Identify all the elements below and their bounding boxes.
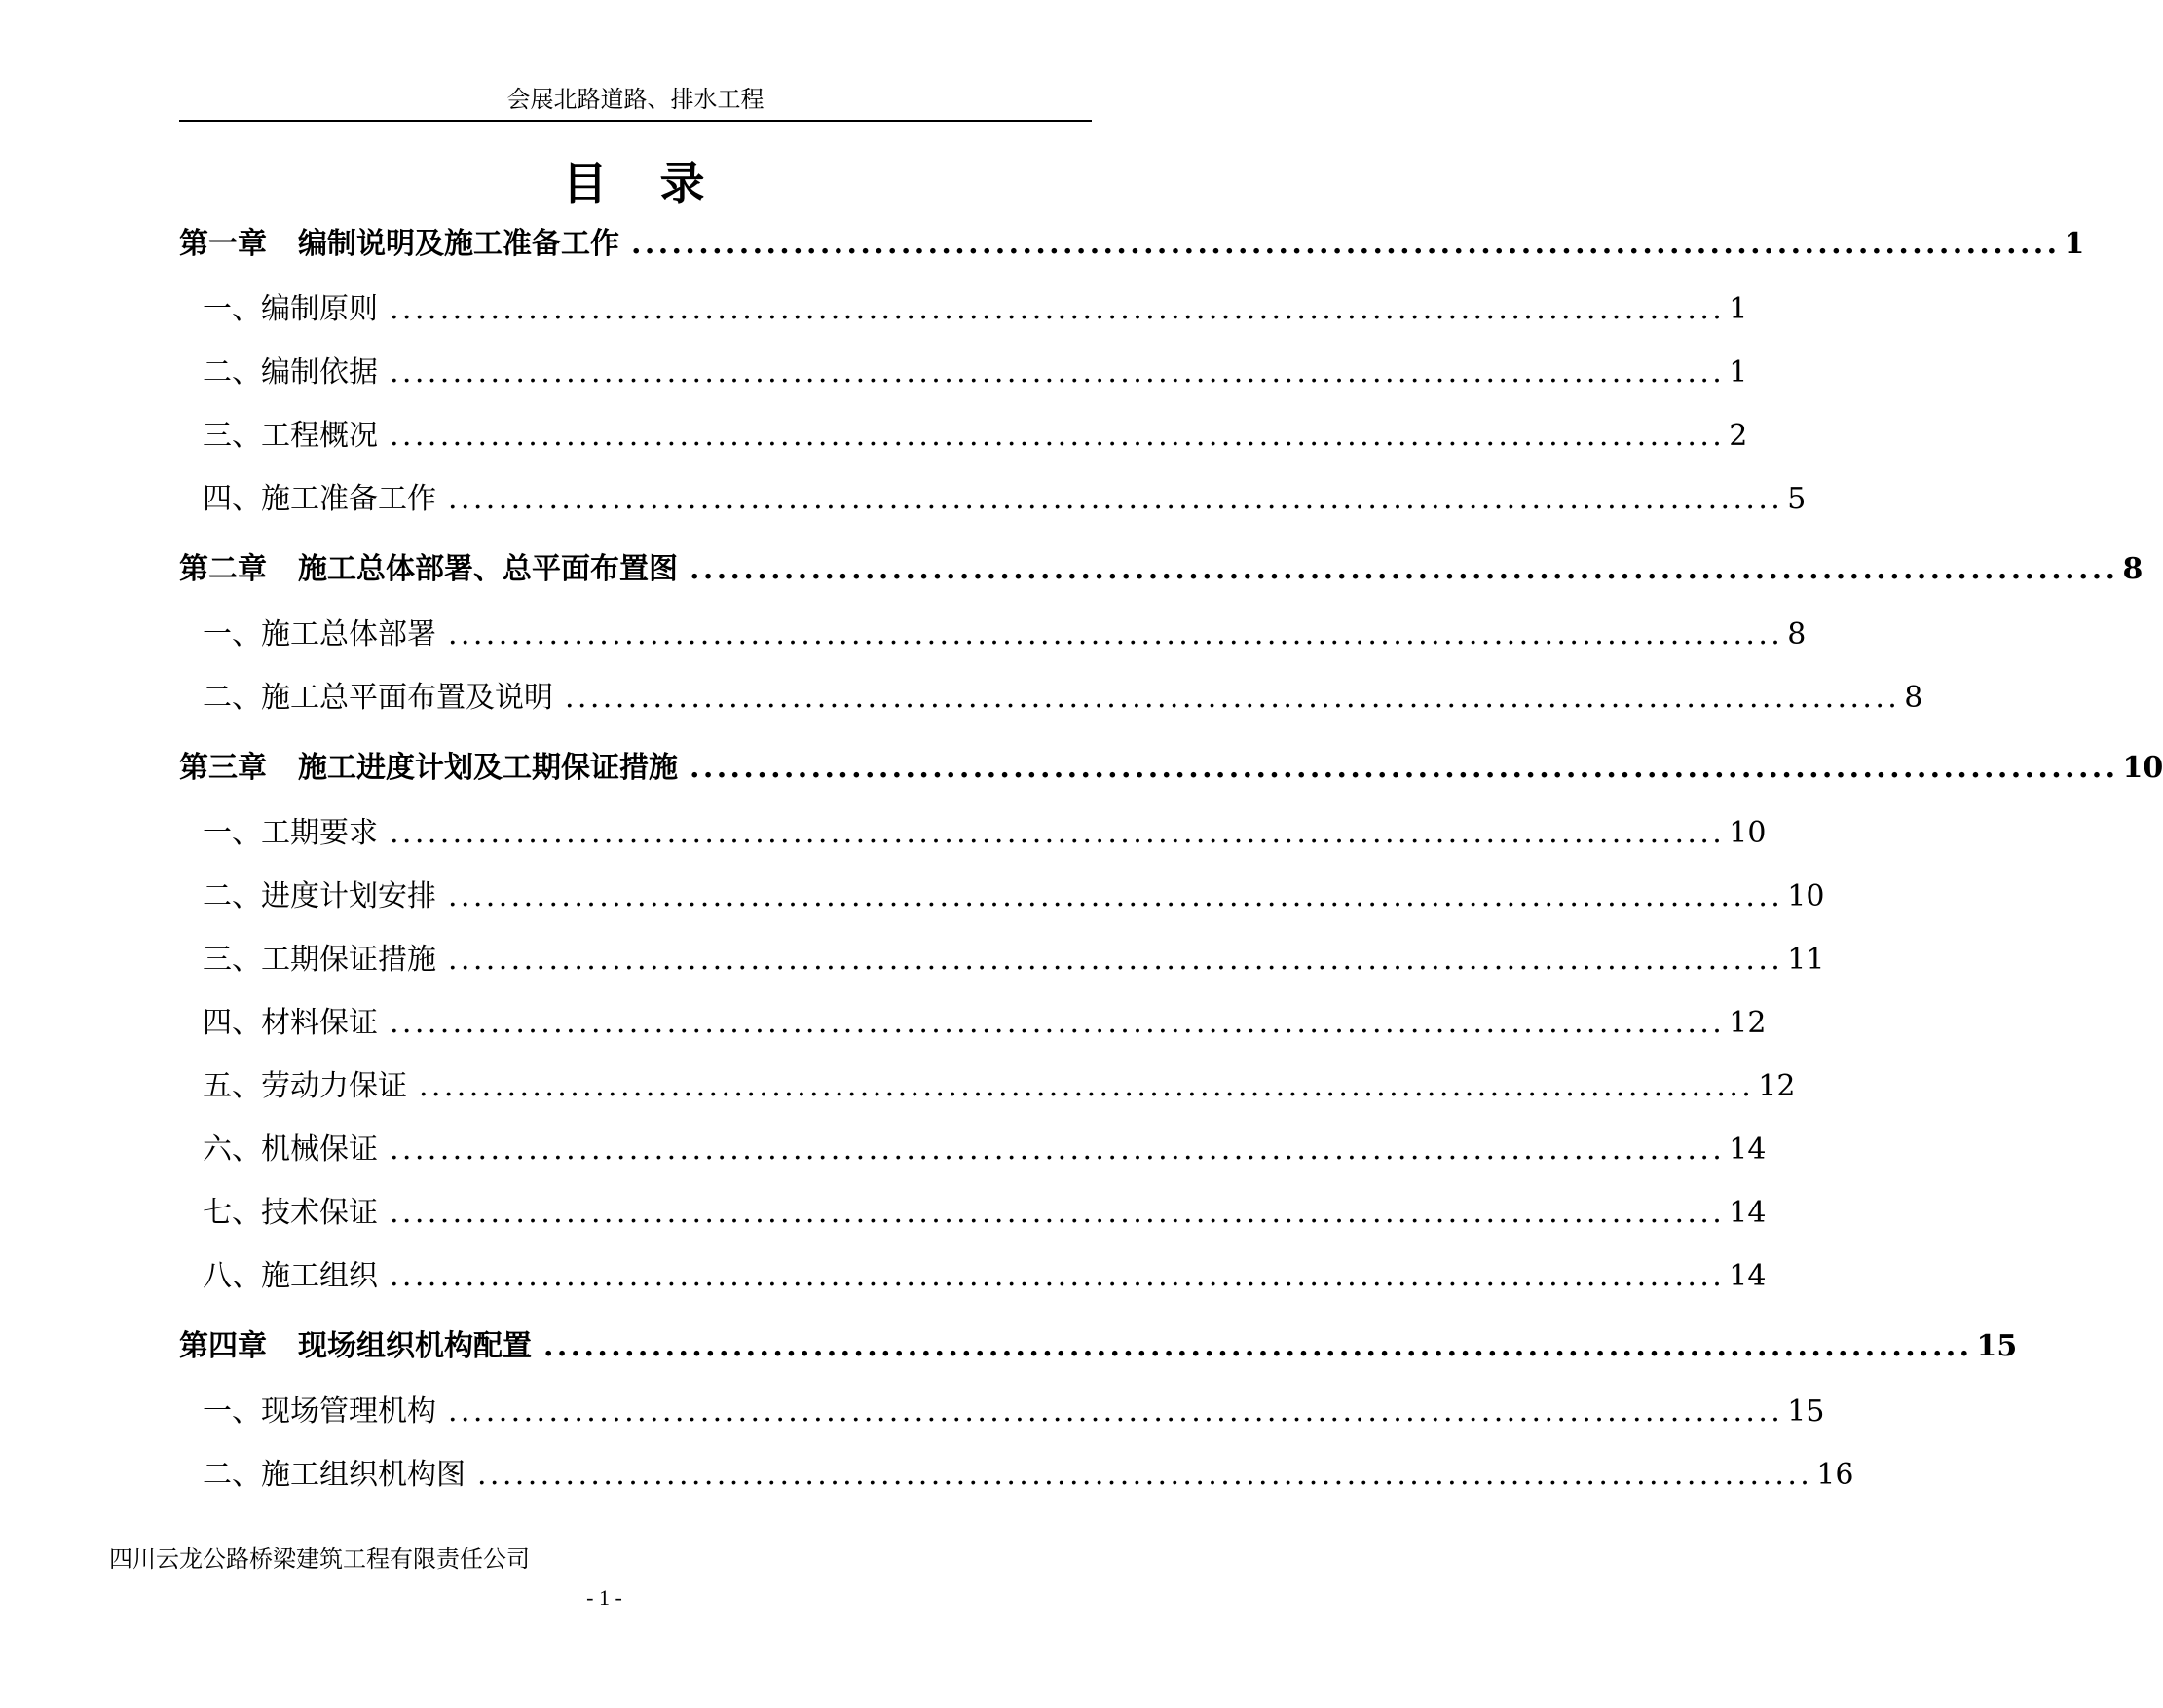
toc-entry-label: 二、编制依据 bbox=[203, 355, 378, 390]
footer-company-name: 四川云龙公路桥梁建筑工程有限责任公司 bbox=[109, 1545, 530, 1573]
toc-entry-label: 二、施工总平面布置及说明 bbox=[203, 681, 553, 715]
toc-page-number: 12 bbox=[1758, 1069, 1796, 1103]
toc-entry-label: 七、技术保证 bbox=[203, 1196, 378, 1230]
toc-entry-section[interactable] bbox=[179, 276, 1748, 339]
toc-entry-label: 现场组织机构配置 bbox=[298, 1329, 532, 1363]
toc-dot-leader: .......................................................................................................... bbox=[477, 1458, 1813, 1492]
toc-entry-section[interactable] bbox=[179, 1179, 1767, 1243]
toc-entry-label: 八、施工组织 bbox=[203, 1259, 378, 1293]
toc-dot-leader: .......................................................................................................... bbox=[390, 419, 1726, 453]
toc-entry-section[interactable] bbox=[179, 926, 1825, 989]
toc-page-number: 10 bbox=[1729, 816, 1767, 850]
toc-dot-leader: .......................................................................................................... bbox=[390, 292, 1726, 326]
toc-dot-leader: .......................................................................................................... bbox=[419, 1069, 1755, 1103]
toc-entry-chapter-2[interactable] bbox=[179, 529, 2144, 601]
toc-page-number: 10 bbox=[2122, 751, 2163, 785]
toc-entry-chapter-1[interactable] bbox=[179, 221, 2085, 276]
toc-entry-section[interactable] bbox=[179, 1243, 1767, 1306]
toc-list bbox=[179, 221, 2163, 1504]
toc-page-number: 14 bbox=[1729, 1132, 1767, 1167]
toc-page-number: 10 bbox=[1787, 879, 1825, 913]
toc-page-number: 1 bbox=[1729, 355, 1748, 390]
toc-page-number: 8 bbox=[1787, 617, 1807, 651]
toc-entry-label: 二、进度计划安排 bbox=[203, 879, 436, 913]
toc-entry-section[interactable] bbox=[179, 465, 1807, 529]
toc-entry-chapter-3[interactable] bbox=[179, 727, 2163, 799]
toc-entry-label: 四、材料保证 bbox=[203, 1006, 378, 1040]
toc-entry-label: 五、劳动力保证 bbox=[203, 1069, 407, 1103]
toc-title: 目 录 bbox=[562, 157, 709, 209]
toc-entry-section[interactable] bbox=[179, 339, 1748, 402]
toc-dot-leader: .......................................................................................................... bbox=[690, 552, 2119, 586]
toc-entry-section[interactable] bbox=[179, 402, 1748, 465]
toc-entry-section[interactable] bbox=[179, 1441, 1854, 1504]
toc-dot-leader: .......................................................................................................... bbox=[448, 879, 1784, 913]
toc-page-number: 12 bbox=[1729, 1006, 1767, 1040]
toc-dot-leader: .......................................................................................................... bbox=[448, 617, 1784, 651]
toc-entry-section[interactable] bbox=[179, 1378, 1825, 1441]
toc-page-number: 8 bbox=[1904, 681, 1923, 715]
toc-chapter-number: 第二章 bbox=[179, 552, 267, 586]
toc-page-number: 1 bbox=[1729, 292, 1748, 326]
toc-dot-leader: .......................................................................................................... bbox=[448, 943, 1784, 977]
toc-chapter-number: 第三章 bbox=[179, 751, 267, 785]
toc-entry-label: 施工总体部署、总平面布置图 bbox=[298, 552, 678, 586]
running-header: 会展北路道路、排水工程 bbox=[506, 86, 765, 113]
toc-page-number: 8 bbox=[2122, 552, 2144, 586]
toc-page-number: 14 bbox=[1729, 1259, 1767, 1293]
toc-entry-section[interactable] bbox=[179, 1116, 1767, 1179]
toc-dot-leader: .......................................................................................................... bbox=[390, 1132, 1726, 1167]
toc-dot-leader: .......................................................................................................... bbox=[631, 227, 2061, 261]
footer-page-number: - 1 - bbox=[586, 1585, 622, 1610]
toc-entry-label: 三、工程概况 bbox=[203, 419, 378, 453]
toc-page-number: 15 bbox=[1976, 1329, 2018, 1363]
toc-dot-leader: .......................................................................................................... bbox=[448, 482, 1784, 516]
toc-dot-leader: .......................................................................................................... bbox=[390, 1259, 1726, 1293]
toc-chapter-number: 第四章 bbox=[179, 1329, 267, 1363]
toc-entry-section[interactable] bbox=[179, 863, 1825, 926]
toc-dot-leader: .......................................................................................................... bbox=[543, 1329, 1973, 1363]
toc-page-number: 11 bbox=[1787, 943, 1825, 977]
toc-page-number: 15 bbox=[1787, 1394, 1825, 1429]
toc-entry-section[interactable] bbox=[179, 989, 1767, 1053]
toc-entry-section[interactable] bbox=[179, 664, 1923, 727]
toc-entry-section[interactable] bbox=[179, 799, 1767, 863]
toc-entry-label: 六、机械保证 bbox=[203, 1132, 378, 1167]
toc-dot-leader: .......................................................................................................... bbox=[390, 816, 1726, 850]
toc-dot-leader: .......................................................................................................... bbox=[690, 751, 2119, 785]
toc-dot-leader: .......................................................................................................... bbox=[390, 1006, 1726, 1040]
toc-dot-leader: .......................................................................................................... bbox=[448, 1394, 1784, 1429]
toc-page-number: 2 bbox=[1729, 419, 1748, 453]
toc-page-number: 16 bbox=[1816, 1458, 1854, 1492]
toc-dot-leader: .......................................................................................................... bbox=[390, 1196, 1726, 1230]
toc-entry-section[interactable] bbox=[179, 1053, 1796, 1116]
toc-entry-label: 二、施工组织机构图 bbox=[203, 1458, 466, 1492]
toc-entry-label: 一、工期要求 bbox=[203, 816, 378, 850]
toc-page-number: 5 bbox=[1787, 482, 1807, 516]
toc-entry-section[interactable] bbox=[179, 601, 1807, 664]
toc-dot-leader: .......................................................................................................... bbox=[565, 681, 1901, 715]
toc-entry-label: 编制说明及施工准备工作 bbox=[298, 227, 619, 261]
toc-entry-chapter-4[interactable] bbox=[179, 1306, 2018, 1378]
toc-entry-label: 一、施工总体部署 bbox=[203, 617, 436, 651]
toc-chapter-number: 第一章 bbox=[179, 227, 267, 261]
toc-entry-label: 三、工期保证措施 bbox=[203, 943, 436, 977]
header-rule bbox=[179, 120, 1092, 122]
toc-page-number: 1 bbox=[2064, 227, 2085, 261]
toc-dot-leader: .......................................................................................................... bbox=[390, 355, 1726, 390]
toc-entry-label: 施工进度计划及工期保证措施 bbox=[298, 751, 678, 785]
toc-entry-label: 一、现场管理机构 bbox=[203, 1394, 436, 1429]
toc-page-number: 14 bbox=[1729, 1196, 1767, 1230]
toc-entry-label: 四、施工准备工作 bbox=[203, 482, 436, 516]
toc-entry-label: 一、编制原则 bbox=[203, 292, 378, 326]
